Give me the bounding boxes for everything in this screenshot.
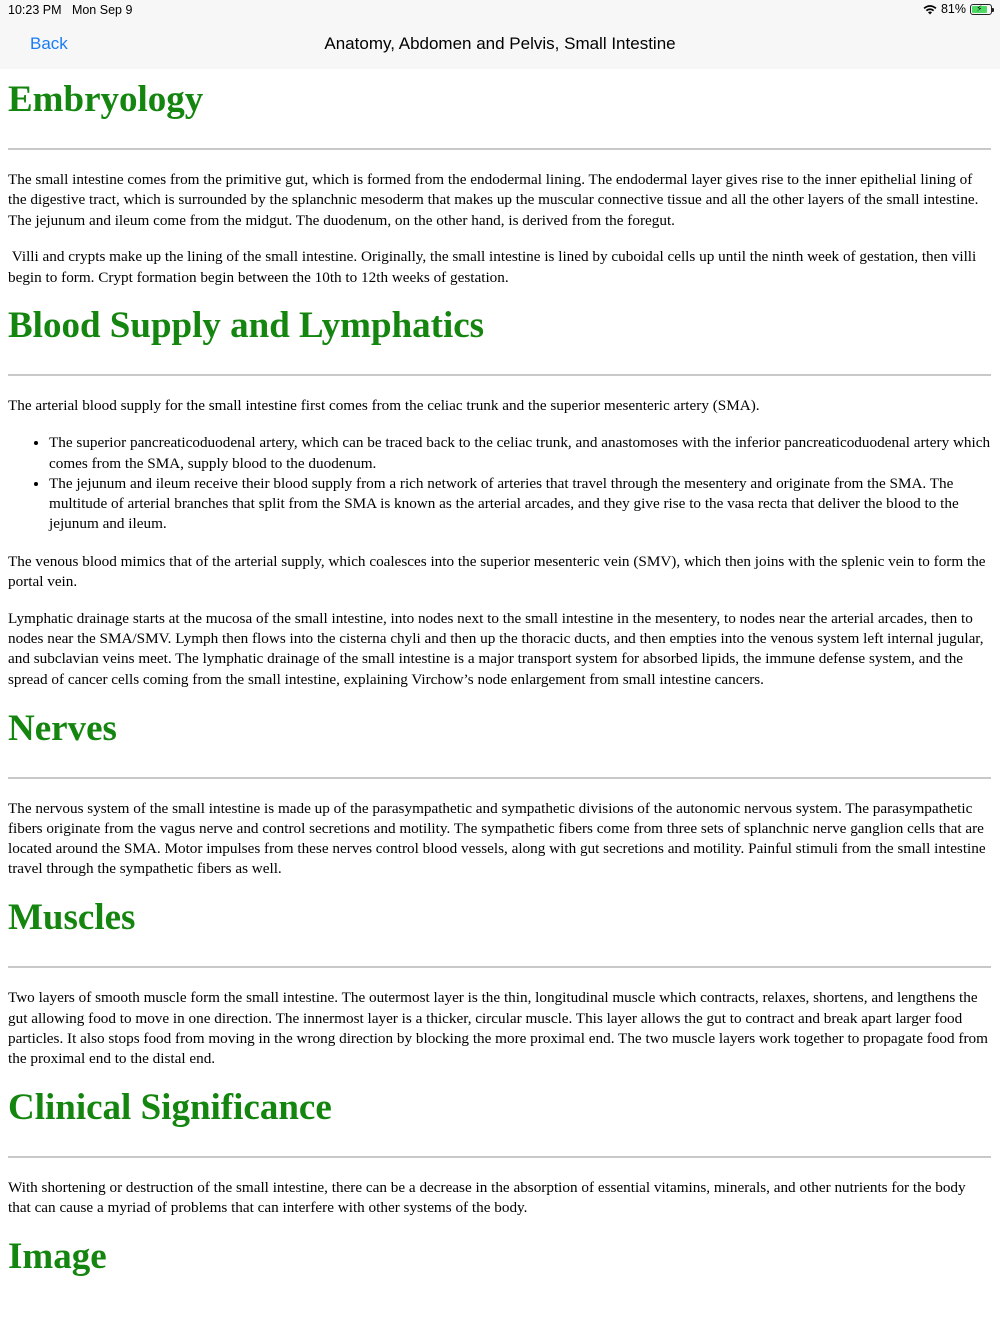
paragraph: With shortening or destruction of the small intestine, there can be a decrease in the absorption of essential vitamins, minerals, and other nutrients for the body that can cause a myriad of problems that can interfere with other systems of the body. [8, 1178, 966, 1217]
section-heading: Embryology [8, 79, 204, 120]
section-embryology [8, 78, 991, 288]
battery-icon [970, 4, 992, 15]
wifi-icon [923, 4, 937, 15]
section-heading: Nerves [8, 707, 117, 749]
status-time-date [8, 3, 132, 17]
list-item: • The superior pancreaticoduodenal artery, which can be traced back to the celiac trunk, and anastomoses with the inferior pancreaticoduodenal artery which comes from the SMA, supply blood to the duodenum. [49, 433, 991, 474]
divider [8, 1156, 991, 1158]
status-time: 10:23 PM [8, 3, 62, 17]
section-image [8, 1235, 991, 1279]
paragraph: Villi and crypts make up the lining of the small intestine. Originally, the small intestine is lined by cuboidal cells up until the ninth week of gestation, then villi begin to form. Crypt formation begin between the 10th to 12th weeks of gestation. [8, 248, 981, 286]
section-clinical-significance [8, 1086, 991, 1219]
section-heading: Muscles [8, 897, 136, 939]
list-item: • The jejunum and ileum receive their blood supply from a rich network of arteries that travel through the mesentery and originate from the SMA. The multitude of arterial branches that split from the SMA is known as the arterial arcades, and they give rise to the vasa recta that deliver the blood to the jejunum and ileum. [49, 474, 991, 535]
navigation-bar [0, 20, 1000, 69]
status-bar [0, 0, 1000, 20]
section-nerves [8, 707, 991, 880]
page-title: Anatomy, Abdomen and Pelvis, Small Intestine [324, 34, 676, 53]
paragraph: Lymphatic drainage starts at the mucosa of the small intestine, into nodes next to the small intestine in the mesentery, to nodes near the arterial arcades, then to nodes near the SMA/SMV. Lymph then flows into the cisterna chyli and then up the thoracic ducts, and then empties into the venous system left internal jugular, and subclavian veins meet. The lymphatic drainage of the small intestine is a major transport system for absorbed lipids, the immune defense system, and the spread of cancer cells coming from the small intestine, explaining Virchow’s node enlargement from small intestine cancers. [8, 609, 984, 688]
charging-bolt-icon: ⚡ [976, 3, 983, 14]
status-date: Mon Sep 9 [71, 3, 133, 17]
bullet-list [8, 433, 991, 534]
paragraph: The venous blood mimics that of the arterial supply, which coalesces into the superior mesenteric vein (SMV), which then joins with the splenic vein to form the portal vein. [8, 552, 986, 591]
paragraph: The small intestine comes from the primitive gut, which is formed from the endodermal lining. The endodermal layer gives rise to the inner epithelial lining of the digestive tract, which is surrounded by the splanchnic mesoderm that makes up the muscular connective tissue and all the other layers of the small intestine. The jejunum and ileum come from the midgut. The duodenum, on the other hand, is derived from the foregut. [8, 171, 979, 229]
status-indicators [923, 2, 992, 16]
divider [8, 374, 991, 376]
section-heading: Blood Supply and Lymphatics [8, 305, 485, 347]
section-heading: Image [8, 1236, 107, 1278]
paragraph: The arterial blood supply for the small intestine first comes from the celiac trunk and the superior mesenteric artery (SMA). [8, 397, 760, 415]
section-heading: Clinical Significance [8, 1086, 332, 1128]
divider [8, 148, 991, 150]
article-content [8, 69, 991, 1279]
battery-percent: 81% [940, 2, 966, 16]
section-muscles [8, 896, 991, 1069]
battery-level [972, 3, 987, 14]
back-button[interactable]: Back [30, 34, 68, 53]
divider [8, 966, 991, 968]
paragraph: Two layers of smooth muscle form the small intestine. The outermost layer is the thin, longitudinal muscle which contracts, relaxes, shortens, and lengthens the gut allowing food to move in one direction. The innermost layer is a thicker, circular muscle. This layer allows the gut to contract and break apart larger food particles. It also stops food from moving in the wrong direction by blocking the more proximal end. The two muscle layers work together to propagate food from the proximal end to the distal end. [8, 989, 988, 1068]
divider [8, 777, 991, 779]
section-blood-supply [8, 304, 991, 690]
paragraph: The nervous system of the small intestine is made up of the parasympathetic and sympathetic divisions of the autonomic nervous system. The parasympathetic fibers originate from the vagus nerve and control secretions and motility. The sympathetic fibers come from three sets of splanchnic nerve ganglion cells that are located around the SMA. Motor impulses from these nerves control blood vessels, along with gut secretions and motility. Painful stimuli from the small intestine travel through the sympathetic fibers as well. [8, 799, 986, 878]
